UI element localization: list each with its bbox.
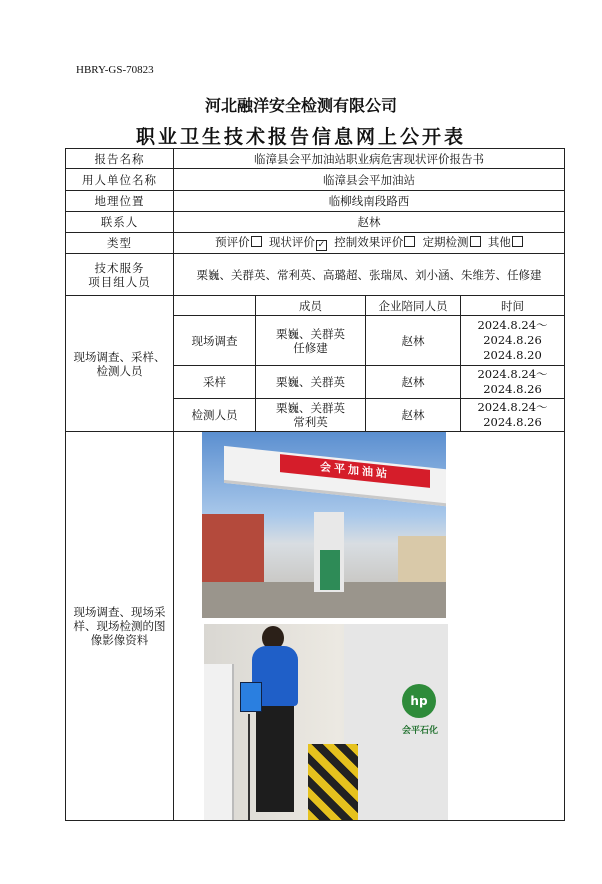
contact-value: 赵林: [174, 212, 565, 233]
activity-companion: 赵林: [366, 316, 461, 366]
fuel-dispenser: [344, 624, 448, 820]
row-field-header: [66, 296, 565, 316]
row-employer: [66, 169, 565, 191]
contact-label: 联系人: [66, 212, 174, 233]
activity-name: 检测人员: [174, 399, 256, 432]
type-option-pre: 预评价: [215, 235, 262, 249]
disclosure-table: [65, 148, 565, 821]
header-companion: 企业陪同人员: [366, 296, 461, 316]
type-option-current: 现状评价 ✓: [268, 235, 326, 250]
activity-companion: 赵林: [366, 366, 461, 399]
building-right: [398, 536, 446, 584]
building-left: [202, 514, 264, 584]
type-option-control: 控制效果评价: [334, 235, 415, 249]
header-time: 时间: [461, 296, 565, 316]
fuel-pump: [320, 550, 340, 590]
row-team: [66, 254, 565, 296]
report-name-label: 报告名称: [66, 149, 174, 169]
row-location: [66, 191, 565, 212]
images-label: 现场调查、现场采样、现场检测的图像影像资料: [66, 432, 174, 821]
field-header-blank: [174, 296, 256, 316]
sampling-device-icon: [240, 682, 262, 712]
team-value: 栗巍、关群英、常利英、高璐超、张瑞凤、刘小涵、朱维芳、任修建: [174, 254, 565, 296]
tripod: [248, 714, 250, 820]
type-options: [174, 233, 565, 254]
location-label: 地理位置: [66, 191, 174, 212]
activity-name: 现场调查: [174, 316, 256, 366]
checkbox-pre: [251, 236, 262, 247]
row-images: [66, 432, 565, 821]
dispenser-brand: 会平石化: [402, 726, 439, 736]
row-report-name: [66, 149, 565, 169]
checkbox-other: [512, 236, 523, 247]
type-option-periodic: 定期检测: [423, 235, 481, 249]
row-contact: [66, 212, 565, 233]
team-label: 技术服务 项目组人员: [66, 254, 174, 296]
checkbox-control: [404, 236, 415, 247]
safety-stripe: [308, 744, 358, 820]
company-name: 河北融洋安全检测有限公司: [204, 96, 397, 115]
type-option-other: 其他: [488, 235, 523, 249]
activity-time: 2024.8.24～ 2024.8.26 2024.8.20: [461, 316, 565, 366]
gas-station-photo: [202, 432, 446, 618]
images-cell: [174, 432, 565, 821]
checkbox-current-checked: ✓: [317, 240, 326, 250]
page-title: 职业卫生技术报告信息网上公开表: [135, 126, 466, 148]
type-label: 类型: [66, 233, 174, 254]
activity-members: 栗巍、关群英: [256, 366, 366, 399]
field-staff-label: 现场调查、采样、检测人员: [66, 296, 174, 432]
technician-legs: [256, 706, 294, 812]
header-member: 成员: [256, 296, 366, 316]
location-value: 临柳线南段路西: [174, 191, 565, 212]
activity-members: 栗巍、关群英 常利英: [256, 399, 366, 432]
document-code: HBRY-GS-70823: [76, 64, 154, 76]
activity-time: 2024.8.24～ 2024.8.26: [461, 366, 565, 399]
report-name-value: 临漳县会平加油站职业病危害现状评价报告书: [174, 149, 565, 169]
activity-time: 2024.8.24～ 2024.8.26: [461, 399, 565, 432]
employer-label: 用人单位名称: [66, 169, 174, 191]
activity-companion: 赵林: [366, 399, 461, 432]
checkbox-periodic: [470, 236, 481, 247]
hp-logo-icon: hp: [402, 684, 436, 718]
row-type: [66, 233, 565, 254]
car-side: [204, 664, 234, 820]
employer-value: 临漳县会平加油站: [174, 169, 565, 191]
sampling-photo: [204, 624, 448, 820]
activity-members: 栗巍、关群英 任修建: [256, 316, 366, 366]
activity-name: 采样: [174, 366, 256, 399]
station-sign: 会平加油站: [280, 454, 430, 488]
